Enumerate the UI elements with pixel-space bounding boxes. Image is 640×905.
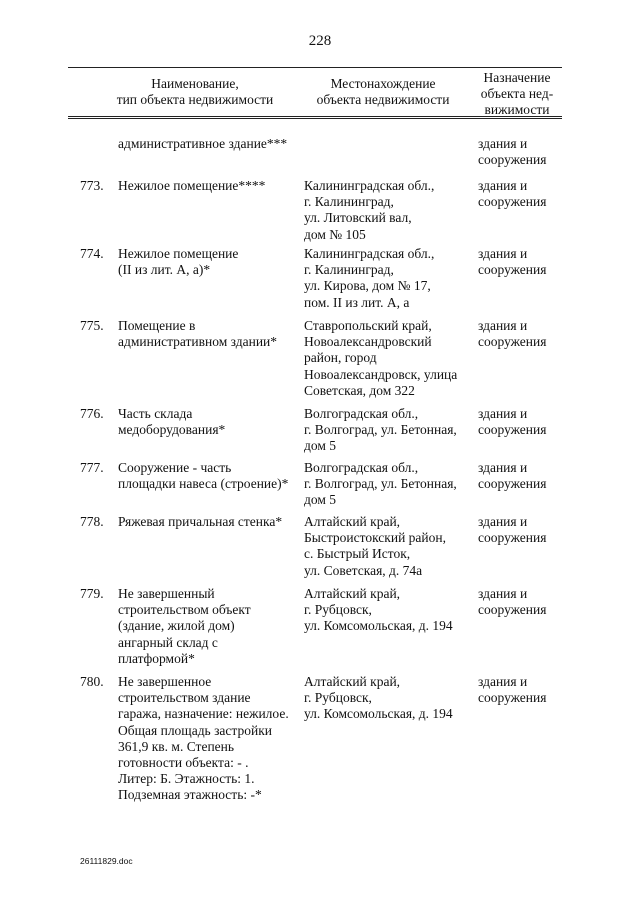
row-location-cell <box>304 674 472 723</box>
row-number: 778. <box>80 514 104 529</box>
cell-line: ул. Кирова, дом № 17, <box>304 278 431 294</box>
row-number: 774. <box>80 246 104 261</box>
row-purpose-cell <box>478 318 562 350</box>
cell-line: Нежилое помещение**** <box>118 178 266 193</box>
cell-line: (II из лит. А, а)* <box>118 262 211 278</box>
cell-line: г. Волгоград, ул. Бетонная, <box>304 476 457 492</box>
row-name-cell <box>118 586 298 667</box>
header-text: объекта недвижимости <box>316 92 450 107</box>
cell-line: Алтайский край, <box>304 514 401 529</box>
cell-line: дом № 105 <box>304 226 366 242</box>
row-name-cell <box>118 246 298 278</box>
cell-line: строительством объект <box>118 602 251 618</box>
row-location-cell <box>304 586 472 635</box>
row-name-cell <box>118 318 298 350</box>
header-text: объекта нед- <box>480 86 554 101</box>
header-name-column <box>100 76 290 108</box>
cell-line: ул. Литовский вал, <box>304 210 412 226</box>
row-purpose-cell <box>478 136 562 168</box>
footer-filename: 26111829.doc <box>80 856 133 866</box>
cell-line: сооружения <box>478 422 547 438</box>
cell-line: здания и <box>478 674 528 689</box>
row-purpose-cell <box>478 586 562 618</box>
cell-line: Сооружение - часть <box>118 460 232 475</box>
cell-line: здания и <box>478 406 528 421</box>
row-number: 780. <box>80 674 104 689</box>
cell-line: ул. Советская, д. 74а <box>304 562 423 578</box>
cell-line: сооружения <box>478 152 547 168</box>
row-location-cell <box>304 246 472 311</box>
cell-line: здания и <box>478 586 528 601</box>
cell-line: 361,9 кв. м. Степень <box>118 738 235 754</box>
cell-line: гаража, назначение: нежилое. <box>118 706 289 722</box>
cell-line: ангарный склад с <box>118 634 218 650</box>
row-number: 776. <box>80 406 104 421</box>
cell-line: сооружения <box>478 194 547 210</box>
header-text: Назначение <box>483 70 551 85</box>
cell-line: ул. Комсомольская, д. 194 <box>304 706 453 722</box>
header-purpose-column <box>474 70 560 118</box>
cell-line: Советская, дом 322 <box>304 382 415 398</box>
cell-line: здания и <box>478 178 528 193</box>
header-location-column <box>298 76 468 108</box>
table-top-rule <box>68 67 562 68</box>
header-text: тип объекта недвижимости <box>116 92 274 107</box>
cell-line: (здание, жилой дом) <box>118 618 235 634</box>
cell-line: Быстроистокский район, <box>304 530 446 546</box>
header-text: Местонахождение <box>330 76 436 91</box>
cell-line: Новоалександровский <box>304 334 432 350</box>
cell-line: Не завершенное <box>118 674 212 689</box>
cell-line: Алтайский край, <box>304 674 401 689</box>
cell-line: Новоалександровск, улица <box>304 366 458 382</box>
cell-line: г. Калининград, <box>304 262 394 278</box>
header-text: вижимости <box>484 102 550 117</box>
row-purpose-cell <box>478 246 562 278</box>
cell-line: площадки навеса (строение)* <box>118 476 289 492</box>
row-location-cell <box>304 318 472 399</box>
cell-line: Калининградская обл., <box>304 178 435 193</box>
cell-line: здания и <box>478 318 528 333</box>
row-name-cell <box>118 514 298 530</box>
cell-line: сооружения <box>478 602 547 618</box>
cell-line: сооружения <box>478 690 547 706</box>
cell-line: Волгоградская обл., <box>304 406 419 421</box>
row-location-cell <box>304 178 472 243</box>
cell-line: строительством здание <box>118 690 251 706</box>
cell-line: дом 5 <box>304 438 337 454</box>
row-purpose-cell <box>478 178 562 210</box>
cell-line: административном здании* <box>118 334 278 350</box>
cell-line: Ряжевая причальная стенка* <box>118 514 283 529</box>
cell-line: сооружения <box>478 262 547 278</box>
cell-line: здания и <box>478 136 528 151</box>
cell-line: Общая площадь застройки <box>118 722 272 738</box>
table-header-rule <box>68 116 562 117</box>
table-header-rule-double <box>68 118 562 119</box>
cell-line: сооружения <box>478 476 547 492</box>
cell-line: Литер: Б. Этажность: 1. <box>118 771 255 787</box>
cell-line: сооружения <box>478 334 547 350</box>
cell-line: г. Калининград, <box>304 194 394 210</box>
row-location-cell <box>304 460 472 509</box>
cell-line: Нежилое помещение <box>118 246 239 261</box>
cell-line: Алтайский край, <box>304 586 401 601</box>
cell-line: готовности объекта: - . <box>118 755 249 771</box>
row-name-cell <box>118 136 298 152</box>
cell-line: Ставропольский край, <box>304 318 432 333</box>
row-number: 777. <box>80 460 104 475</box>
cell-line: с. Быстрый Исток, <box>304 546 411 562</box>
row-name-cell <box>118 178 298 194</box>
row-purpose-cell <box>478 674 562 706</box>
cell-line: здания и <box>478 460 528 475</box>
row-purpose-cell <box>478 514 562 546</box>
header-text: Наименование, <box>151 76 239 91</box>
page-number: 228 <box>308 33 332 49</box>
cell-line: сооружения <box>478 530 547 546</box>
row-name-cell <box>118 460 298 492</box>
row-purpose-cell <box>478 406 562 438</box>
cell-line: ул. Комсомольская, д. 194 <box>304 618 453 634</box>
cell-line: платформой* <box>118 650 195 666</box>
cell-line: район, город <box>304 350 377 366</box>
cell-line: административное здание*** <box>118 136 288 151</box>
row-purpose-cell <box>478 460 562 492</box>
cell-line: г. Рубцовск, <box>304 690 372 706</box>
cell-line: дом 5 <box>304 492 337 508</box>
cell-line: пом. II из лит. А, а <box>304 294 410 310</box>
cell-line: г. Волгоград, ул. Бетонная, <box>304 422 457 438</box>
cell-line: медоборудования* <box>118 422 226 438</box>
row-location-cell <box>304 514 472 579</box>
cell-line: Подземная этажность: -* <box>118 787 262 803</box>
cell-line: Волгоградская обл., <box>304 460 419 475</box>
row-number: 779. <box>80 586 104 601</box>
row-number: 775. <box>80 318 104 333</box>
row-name-cell <box>118 674 298 804</box>
row-name-cell <box>118 406 298 438</box>
cell-line: г. Рубцовск, <box>304 602 372 618</box>
cell-line: Калининградская обл., <box>304 246 435 261</box>
cell-line: Не завершенный <box>118 586 215 601</box>
cell-line: здания и <box>478 246 528 261</box>
cell-line: Помещение в <box>118 318 196 333</box>
cell-line: здания и <box>478 514 528 529</box>
row-location-cell <box>304 406 472 455</box>
row-number: 773. <box>80 178 104 193</box>
cell-line: Часть склада <box>118 406 193 421</box>
